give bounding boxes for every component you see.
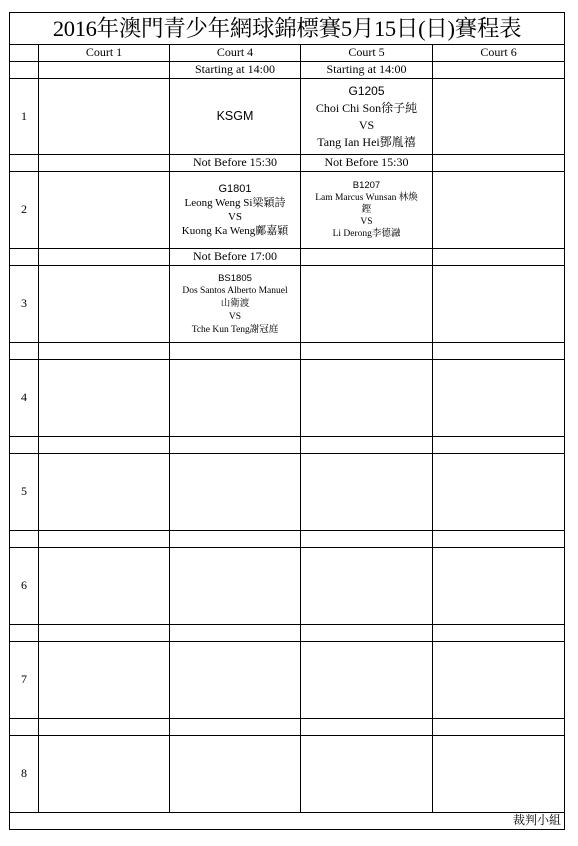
time-note: [433, 62, 565, 79]
match-row: [10, 736, 565, 813]
player-1: Leong Weng Si梁穎詩: [184, 197, 286, 209]
match-cell-court4: [170, 172, 301, 249]
court-header: Court 5: [301, 45, 433, 62]
time-note: Starting at 14:00: [170, 62, 301, 79]
row-number: 4: [10, 360, 39, 437]
match-cell-court4: [170, 266, 301, 343]
match-cell-court6: [433, 79, 565, 155]
match-row: [10, 642, 565, 719]
match-cell-court5: [301, 79, 433, 155]
court-header: Court 6: [433, 45, 565, 62]
player-1-cont: 鏗: [361, 205, 372, 215]
match-row: [10, 266, 565, 343]
time-note: [39, 155, 170, 172]
time-note: [301, 249, 433, 266]
player-2: Tang Ian Hei鄧胤禧: [317, 134, 416, 149]
match-row: [10, 172, 565, 249]
player-2: Kuong Ka Weng鄺嘉穎: [181, 225, 289, 237]
match-cell-court1: [39, 79, 170, 155]
row-number: 8: [10, 736, 39, 813]
referee-team-label: 裁判小組: [10, 813, 565, 830]
player-1: Choi Chi Son徐子純: [315, 100, 418, 115]
row-number: 2: [10, 172, 39, 249]
time-note: [433, 249, 565, 266]
time-note-row: [10, 625, 565, 642]
time-note-row: [10, 719, 565, 736]
time-note: Not Before 17:00: [170, 249, 301, 266]
corner-cell: [10, 45, 39, 62]
time-note: Not Before 15:30: [301, 155, 433, 172]
time-note-row: [10, 343, 565, 360]
time-note: Not Before 15:30: [170, 155, 301, 172]
match-code: G1801: [218, 183, 252, 195]
match-row: [10, 454, 565, 531]
row-number: 6: [10, 548, 39, 625]
match-code: B1207: [352, 180, 381, 191]
vs-label: VS: [358, 117, 375, 132]
court-header-row: [10, 45, 565, 62]
match-cell-court4: [170, 79, 301, 155]
match-code: BS1805: [218, 272, 252, 284]
court-header: Court 1: [39, 45, 170, 62]
schedule-table: [9, 12, 565, 830]
match-cell-court5: [301, 266, 433, 343]
time-note: Starting at 14:00: [301, 62, 433, 79]
player-2: Tche Kun Teng謝冠庭: [191, 324, 279, 335]
time-note-row: [10, 249, 565, 266]
match-cell-court1: [39, 266, 170, 343]
match-cell-court5: [301, 172, 433, 249]
match-code: KSGM: [216, 109, 254, 124]
time-note-row: [10, 62, 565, 79]
time-note: [39, 62, 170, 79]
player-1: Lam Marcus Wunsan 林煥: [315, 193, 418, 203]
time-note: [433, 155, 565, 172]
footer-row: [10, 813, 565, 830]
vs-label: VS: [360, 217, 373, 227]
row-number: 3: [10, 266, 39, 343]
player-1-cont: 山衛渡: [220, 298, 250, 309]
page-title: 2016年澳門青少年網球錦標賽5月15日(日)賽程表: [10, 13, 565, 45]
vs-label: VS: [228, 311, 242, 322]
match-cell-court6: [433, 172, 565, 249]
match-code: G1205: [348, 83, 385, 98]
time-note-row: [10, 437, 565, 454]
player-2: Li Derong李德瀜: [332, 229, 401, 239]
match-row: [10, 360, 565, 437]
match-cell-court6: [433, 266, 565, 343]
row-number: 7: [10, 642, 39, 719]
match-cell-court1: [39, 172, 170, 249]
vs-label: VS: [227, 211, 243, 223]
row-number: 1: [10, 79, 39, 155]
row-number: 5: [10, 454, 39, 531]
time-note-row: [10, 155, 565, 172]
player-1: Dos Santos Alberto Manuel: [182, 285, 288, 296]
match-row: [10, 548, 565, 625]
court-header: Court 4: [170, 45, 301, 62]
schedule-sheet: [9, 12, 564, 830]
time-note: [39, 249, 170, 266]
time-note-row: [10, 531, 565, 548]
match-row: [10, 79, 565, 155]
